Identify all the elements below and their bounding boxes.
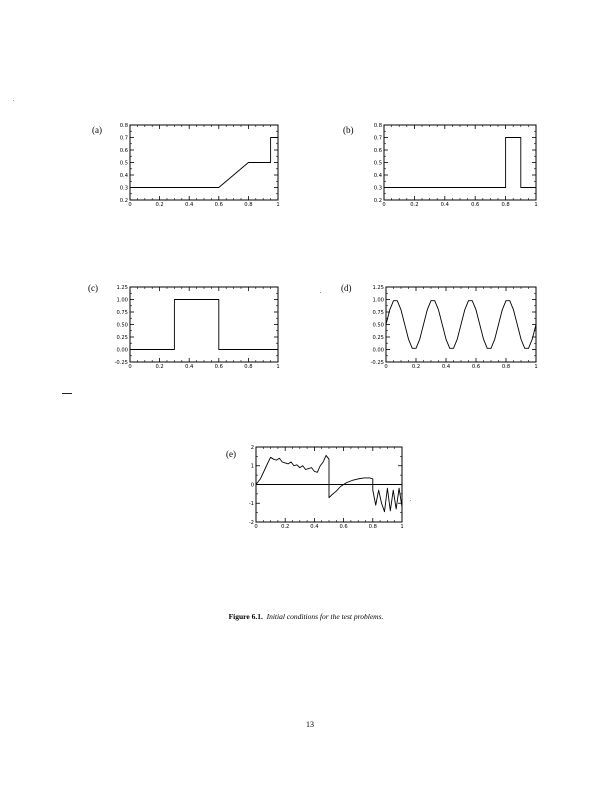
- y-tick-label: -2: [248, 519, 254, 526]
- chart-d: [341, 280, 551, 380]
- panel-label-c: (c): [88, 283, 98, 293]
- x-tick-label: 0.4: [185, 364, 194, 370]
- y-tick-label: 0.5: [119, 160, 128, 167]
- x-tick-label: 0.8: [368, 524, 377, 530]
- y-tick-label: 0.25: [116, 334, 128, 341]
- x-tick-label: 0.6: [471, 364, 481, 370]
- y-tick-label: 0.00: [372, 347, 384, 354]
- scan-speck: [410, 500, 411, 501]
- y-tick-label: 0.00: [116, 347, 128, 354]
- x-tick-label: 0: [382, 202, 386, 208]
- x-tick-label: 0.8: [501, 364, 511, 370]
- y-tick-label: 0.50: [116, 322, 128, 329]
- y-tick-label: 0.75: [372, 309, 384, 316]
- x-tick-label: 0.6: [471, 202, 480, 208]
- y-tick-label: 0.2: [373, 197, 382, 204]
- y-tick-label: 0.50: [372, 322, 384, 329]
- x-tick-label: 1: [534, 364, 538, 370]
- x-tick-label: 1: [534, 202, 538, 208]
- panel-label-e: (e): [226, 449, 236, 459]
- x-tick-label: 0.4: [441, 364, 451, 370]
- y-tick-label: 0.5: [373, 160, 382, 167]
- x-tick-label: 1: [276, 202, 280, 208]
- plot-frame: [384, 125, 536, 200]
- figure-caption-text: Initial conditions for the test problems.: [266, 612, 384, 621]
- panel-b: [341, 118, 551, 218]
- figure-caption: [0, 612, 612, 621]
- x-tick-label: 0.2: [410, 202, 419, 208]
- series-line: [256, 455, 402, 511]
- x-tick-label: 0.8: [244, 364, 253, 370]
- y-tick-label: 0: [250, 482, 254, 489]
- x-tick-label: 0.6: [214, 202, 223, 208]
- panel-label-d: (d): [341, 283, 352, 293]
- page-number: 13: [306, 720, 314, 729]
- x-tick-label: 0.2: [281, 524, 290, 530]
- series-line: [384, 138, 536, 188]
- y-tick-label: 0.4: [373, 172, 382, 179]
- x-tick-label: 0.4: [185, 202, 194, 208]
- y-tick-label: -0.25: [114, 359, 128, 366]
- series-line: [130, 300, 278, 350]
- y-tick-label: 0.6: [119, 147, 128, 154]
- x-tick-label: 1: [276, 364, 280, 370]
- y-tick-label: 1.00: [372, 297, 384, 304]
- y-tick-label: -0.25: [370, 359, 384, 366]
- x-tick-label: 0: [128, 202, 132, 208]
- x-tick-label: 0: [128, 364, 132, 370]
- x-tick-label: 0.8: [244, 202, 253, 208]
- panel-e: [222, 438, 422, 548]
- series-line: [130, 138, 278, 188]
- x-tick-label: 0.8: [501, 202, 510, 208]
- chart-a: [92, 118, 292, 218]
- y-tick-label: 0.7: [119, 135, 128, 142]
- panel-a: [92, 118, 292, 218]
- x-tick-label: 0.2: [411, 364, 421, 370]
- x-tick-label: 0: [384, 364, 388, 370]
- y-tick-label: 1.25: [372, 284, 384, 291]
- margin-mark: [62, 393, 72, 394]
- plot-frame: [130, 287, 278, 362]
- x-tick-label: 0.4: [310, 524, 319, 530]
- y-tick-label: 0.4: [119, 172, 128, 179]
- panel-label-b: (b): [343, 125, 354, 135]
- y-tick-label: 0.8: [373, 122, 382, 129]
- figure-label: Figure 6.1.: [228, 612, 263, 621]
- series-line: [386, 301, 536, 349]
- y-tick-label: 0.25: [372, 334, 384, 341]
- x-tick-label: 0: [254, 524, 258, 530]
- scan-speck: [320, 292, 321, 293]
- y-tick-label: 0.6: [373, 147, 382, 154]
- chart-e: [222, 438, 422, 548]
- x-tick-label: 0.6: [214, 364, 223, 370]
- y-tick-label: 0.2: [119, 197, 128, 204]
- y-tick-label: 1: [250, 463, 254, 470]
- x-tick-label: 0.2: [155, 364, 164, 370]
- y-tick-label: 0.7: [373, 135, 382, 142]
- y-tick-label: -1: [248, 501, 254, 508]
- y-tick-label: 0.3: [119, 185, 128, 192]
- y-tick-label: 0.75: [116, 309, 128, 316]
- panel-label-a: (a): [92, 125, 102, 135]
- chart-c: [88, 280, 292, 380]
- x-tick-label: 0.6: [339, 524, 348, 530]
- y-tick-label: 1.25: [116, 284, 128, 291]
- y-tick-label: 0.8: [119, 122, 128, 129]
- panel-c: [88, 280, 292, 380]
- x-tick-label: 1: [400, 524, 404, 530]
- x-tick-label: 0.4: [440, 202, 449, 208]
- x-tick-label: 0.2: [155, 202, 164, 208]
- scan-speck: [13, 100, 14, 101]
- panel-d: [341, 280, 551, 380]
- y-tick-label: 1.00: [116, 297, 128, 304]
- y-tick-label: 2: [250, 444, 254, 451]
- y-tick-label: 0.3: [373, 185, 382, 192]
- chart-b: [341, 118, 551, 218]
